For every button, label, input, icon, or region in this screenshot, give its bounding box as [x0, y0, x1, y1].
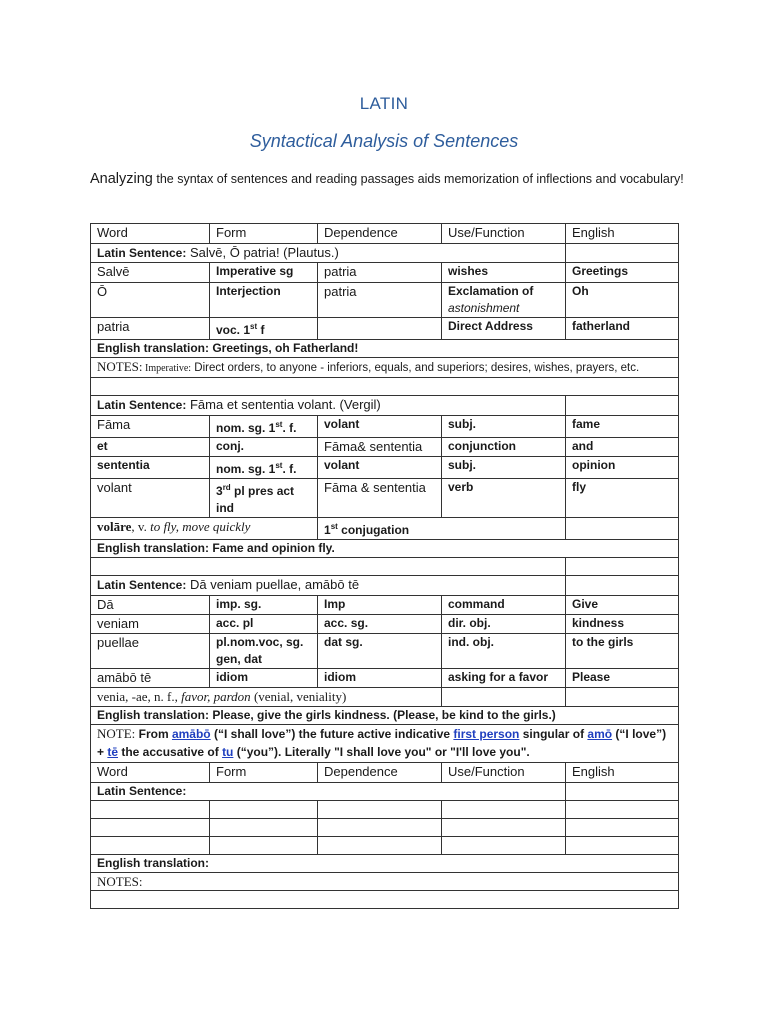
col-header-word: Word — [91, 763, 210, 783]
cell-dependence: volant — [318, 457, 442, 479]
cell-english: Give — [566, 596, 679, 615]
cell-dependence: acc. sg. — [318, 615, 442, 634]
cell-word: Dā — [91, 596, 210, 615]
translation-label: English translation: — [97, 541, 210, 555]
table-row — [91, 634, 679, 669]
cell-english: opinion — [566, 457, 679, 479]
vocab-row — [91, 518, 679, 540]
sentence-row — [91, 783, 679, 801]
cell-english: Greetings — [566, 263, 679, 283]
sentence-label: Latin Sentence: — [97, 398, 187, 412]
col-header-english: English — [566, 763, 679, 783]
cell-use: dir. obj. — [442, 615, 566, 634]
cell-form: imp. sg. — [210, 596, 318, 615]
cell-word: Salvē — [91, 263, 210, 283]
table-row — [91, 479, 679, 518]
spacer-row — [91, 558, 679, 576]
notes-label: NOTE: — [97, 726, 136, 741]
sentence-label: Latin Sentence: — [97, 578, 187, 592]
notes-label: NOTES: — [91, 873, 679, 891]
cell-dependence: patria — [318, 263, 442, 283]
translation-text: Greetings, oh Fatherland! — [209, 341, 359, 355]
cell-form: Imperative sg — [210, 263, 318, 283]
intro-rest: the syntax of sentences and reading passages aids memorization of inflections and vocabulary! — [152, 172, 684, 186]
cell-form: idiom — [210, 669, 318, 688]
notes-row — [91, 873, 679, 891]
cell-use: command — [442, 596, 566, 615]
cell-use: Exclamation of astonishment — [442, 283, 566, 318]
notes-row: NOTES: Imperative: Direct orders, to anyone - inferiors, equals, and superiors; desires, wishes, prayers, etc. — [91, 358, 679, 378]
header-row — [91, 224, 679, 244]
cell-word: patria — [91, 318, 210, 340]
link-first-person[interactable]: first person — [453, 727, 520, 741]
notes-row: NOTE: From amābō (“I shall love”) the future active indicative first person singular of amō (“I love”) + tē the accusative of tu (“you”). Literally "I shall love you" or "I'll love you". — [91, 725, 679, 763]
cell-dependence: Fāma & sententia — [318, 479, 442, 518]
link-te[interactable]: tē — [107, 745, 119, 759]
cell-use: asking for a favor — [442, 669, 566, 688]
cell-dependence: volant — [318, 416, 442, 438]
cell-english: and — [566, 438, 679, 457]
col-header-dependence: Dependence — [318, 224, 442, 244]
table-row — [91, 457, 679, 479]
cell-use: Direct Address — [442, 318, 566, 340]
cell-form: pl.nom.voc, sg. gen, dat — [210, 634, 318, 669]
sentence-label: Latin Sentence: — [91, 783, 566, 801]
cell-word: Fāma — [91, 416, 210, 438]
header-row — [91, 763, 679, 783]
translation-label: English translation: — [91, 855, 679, 873]
cell-word: sententia — [91, 457, 210, 479]
cell-word: volant — [91, 479, 210, 518]
translation-row — [91, 540, 679, 558]
table-row — [91, 438, 679, 457]
cell-word: et — [91, 438, 210, 457]
sentence-row — [91, 244, 679, 263]
cell-word: Ō — [91, 283, 210, 318]
cell-word: puellae — [91, 634, 210, 669]
analysis-table — [90, 223, 679, 763]
sentence-text: Fāma et sententia volant. (Vergil) — [186, 397, 381, 412]
table-row — [91, 615, 679, 634]
sentence-row — [91, 576, 679, 596]
translation-text: Fame and opinion fly. — [209, 541, 335, 555]
cell-english: to the girls — [566, 634, 679, 669]
cell-english: Please — [566, 669, 679, 688]
blank-row — [91, 837, 679, 855]
vocab-entry: volāre, v. to fly, move quickly — [91, 518, 318, 540]
cell-form: Interjection — [210, 283, 318, 318]
cell-english: kindness — [566, 615, 679, 634]
sentence-text: Dā veniam puellae, amābō tē — [186, 577, 360, 592]
cell-dependence: Fāma& sententia — [318, 438, 442, 457]
cell-form: nom. sg. 1st. f. — [210, 457, 318, 479]
translation-label: English translation: — [97, 341, 210, 355]
vocab-entry: venia, -ae, n. f., favor, pardon (venial, veniality) — [91, 688, 442, 707]
translation-label: English translation: — [97, 708, 210, 722]
cell-dependence: dat sg. — [318, 634, 442, 669]
translation-row — [91, 340, 679, 358]
blank-row — [91, 819, 679, 837]
link-tu[interactable]: tu — [222, 745, 234, 759]
blank-analysis-table — [90, 762, 679, 909]
link-amabo[interactable]: amābō — [171, 727, 211, 741]
col-header-word: Word — [91, 224, 210, 244]
intro-lead: Analyzing — [90, 171, 153, 187]
table-row — [91, 596, 679, 615]
col-header-use: Use/Function — [442, 763, 566, 783]
cell-english: Oh — [566, 283, 679, 318]
sentence-row — [91, 396, 679, 416]
table-row — [91, 283, 679, 318]
cell-form: conj. — [210, 438, 318, 457]
cell-dependence — [318, 318, 442, 340]
table-row — [91, 416, 679, 438]
notes-label: NOTES: — [97, 359, 143, 374]
translation-text: Please, give the girls kindness. (Please, be kind to the girls.) — [209, 708, 556, 722]
table-row — [91, 669, 679, 688]
col-header-use: Use/Function — [442, 224, 566, 244]
cell-dependence: Imp — [318, 596, 442, 615]
vocab-row — [91, 688, 679, 707]
spacer-row — [91, 378, 679, 396]
cell-use: verb — [442, 479, 566, 518]
cell-word: veniam — [91, 615, 210, 634]
cell-form: acc. pl — [210, 615, 318, 634]
sentence-label: Latin Sentence: — [97, 246, 187, 260]
intro-paragraph — [90, 170, 690, 189]
conjugation-cell: 1st conjugation — [318, 518, 566, 540]
col-header-form: Form — [210, 224, 318, 244]
sentence-text: Salvē, Ō patria! (Plautus.) — [186, 245, 339, 260]
notes-text: Direct orders, to anyone - inferiors, equals, and superiors; desires, wishes, prayers, etc. — [191, 362, 640, 374]
page-title: LATIN — [359, 94, 409, 113]
cell-word: amābō tē — [91, 669, 210, 688]
col-header-dependence: Dependence — [318, 763, 442, 783]
cell-form: 3rd pl pres act ind — [210, 479, 318, 518]
col-header-form: Form — [210, 763, 318, 783]
cell-english: fatherland — [566, 318, 679, 340]
cell-use: conjunction — [442, 438, 566, 457]
cell-english: fly — [566, 479, 679, 518]
cell-use: ind. obj. — [442, 634, 566, 669]
translation-row — [91, 855, 679, 873]
cell-use: wishes — [442, 263, 566, 283]
spacer-row — [91, 891, 679, 909]
cell-english: fame — [566, 416, 679, 438]
table-row — [91, 318, 679, 340]
table-row — [91, 263, 679, 283]
cell-dependence: patria — [318, 283, 442, 318]
cell-use: subj. — [442, 457, 566, 479]
cell-form: voc. 1st f — [210, 318, 318, 340]
cell-use: subj. — [442, 416, 566, 438]
link-amo[interactable]: amō — [587, 727, 613, 741]
cell-dependence: idiom — [318, 669, 442, 688]
blank-row — [91, 801, 679, 819]
page-subtitle: Syntactical Analysis of Sentences — [249, 131, 519, 151]
cell-form: nom. sg. 1st. f. — [210, 416, 318, 438]
translation-row — [91, 707, 679, 725]
col-header-english: English — [566, 224, 679, 244]
